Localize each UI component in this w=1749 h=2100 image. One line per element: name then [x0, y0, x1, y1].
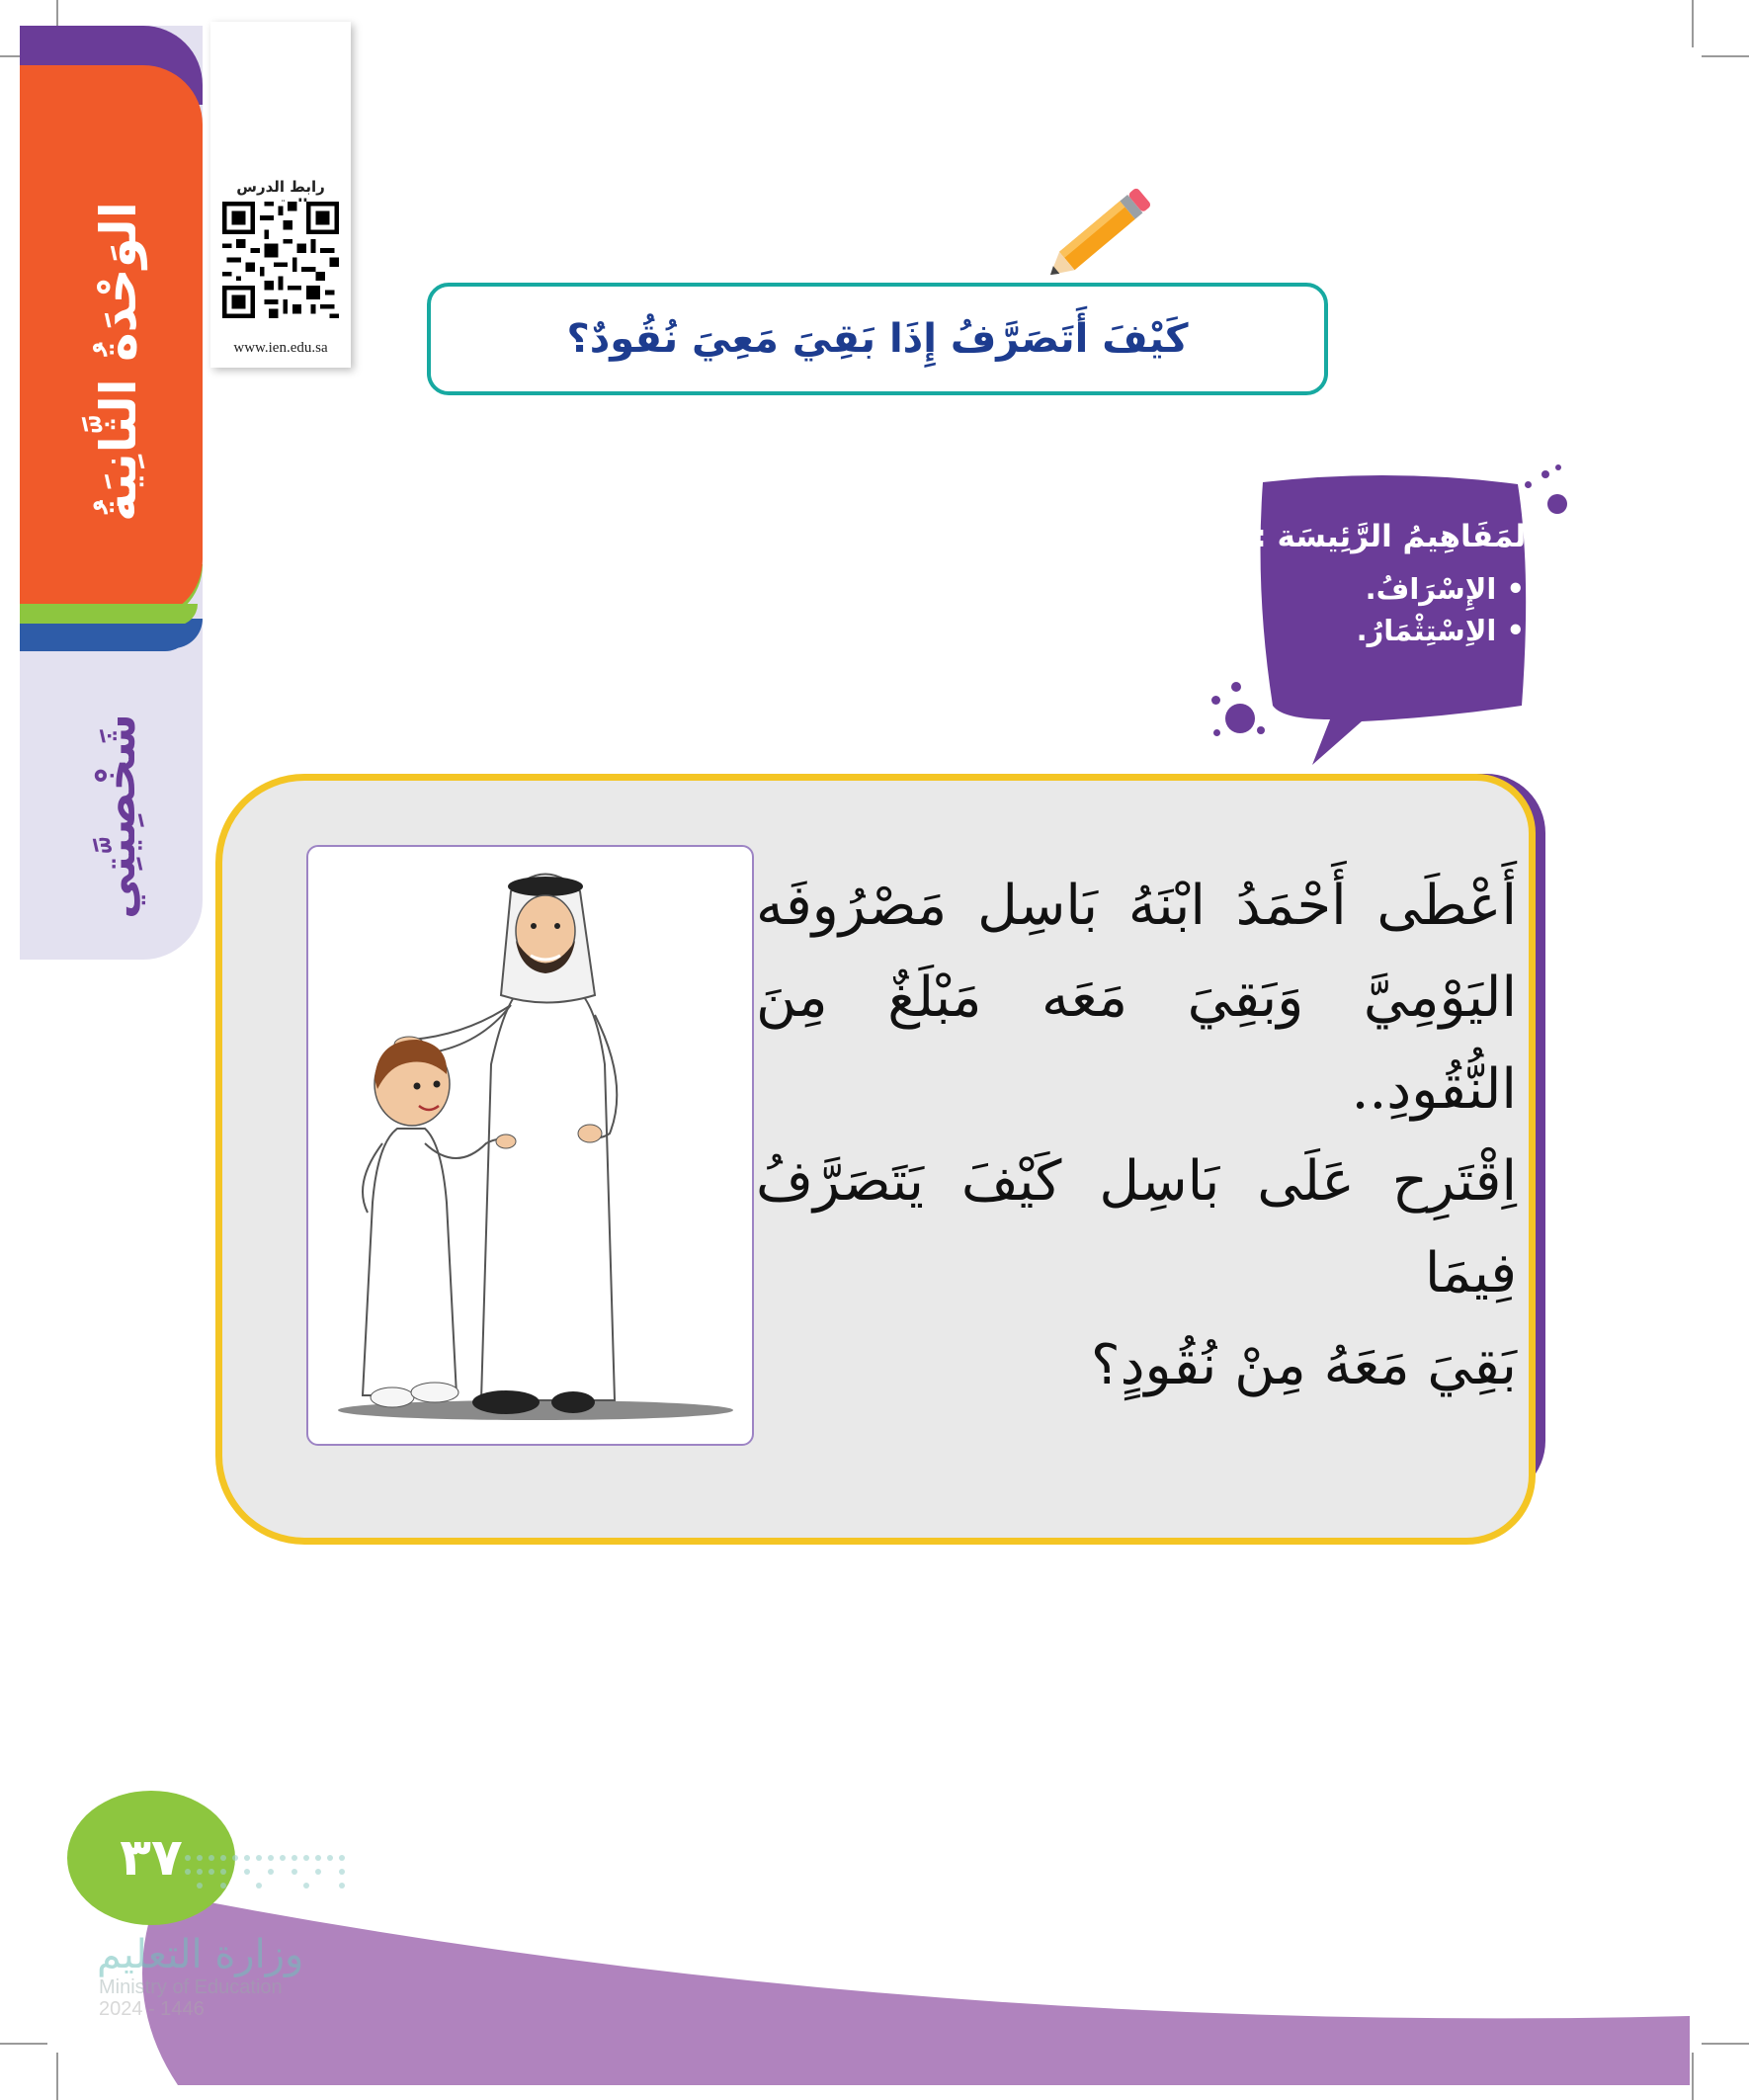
key-concepts — [1240, 519, 1537, 655]
page-number: ٣٧ — [67, 1791, 235, 1925]
key-concept-item: • الاِسْتِثْمَارُ. — [1356, 614, 1525, 647]
unit-side-tab — [20, 26, 203, 960]
digital-lesson-url[interactable]: www.ien.edu.sa — [233, 340, 328, 356]
story-line: اليَوْمِيَّ وَبَقِيَ مَعَه مَبْلَغٌ مِنَ النُّقُودِ.. — [756, 966, 1517, 1122]
unit-subtitle: شَخْصِيَّتِي — [92, 714, 145, 919]
decor-dot — [1555, 464, 1561, 470]
father-son-image — [308, 847, 752, 1444]
story-line: اِقْتَرِح عَلَى بَاسِل كَيْفَ يَتَصَرَّفُ فِيمَا — [756, 1149, 1517, 1305]
digital-lesson-card[interactable] — [210, 22, 351, 368]
lesson-title: كَيْفَ أَتَصَرَّفُ إِذَا بَقِيَ مَعِيَ نُقُودٌ؟ — [566, 316, 1189, 362]
story-text — [756, 860, 1517, 1411]
crop-mark — [1692, 0, 1694, 47]
decor-dot — [1547, 494, 1567, 514]
ministry-logo-dots-icon — [178, 1848, 356, 1907]
unit-title: الوَحْدَةُ الثَّانِيَةُ — [90, 202, 147, 522]
edition-year: 2024 - 1446 — [99, 1998, 205, 2020]
tab-band-green-stripe — [20, 604, 198, 626]
crop-mark — [1702, 55, 1749, 57]
lesson-title-box — [427, 283, 1328, 395]
decor-dot — [1541, 470, 1549, 478]
decor-dot — [1231, 682, 1241, 692]
decor-dot — [1225, 704, 1255, 733]
pencil-icon — [1038, 178, 1161, 292]
decor-dot — [1211, 696, 1220, 705]
father-son-illustration — [306, 845, 754, 1446]
tab-band-blue-stripe — [20, 624, 193, 651]
story-line: بَقِيَ مَعَهُ مِنْ نُقُودٍ؟ — [1090, 1333, 1517, 1397]
decor-dot — [1213, 729, 1220, 736]
decor-dot — [1257, 726, 1265, 734]
ministry-name-en: Ministry of Education — [99, 1976, 283, 1998]
digital-lesson-label: رابط الدرس — [236, 178, 325, 196]
key-concepts-title: المَفَاهِيمُ الرَّئِيسَة : — [1254, 519, 1537, 554]
ministry-name-ar: وزارة التعليم — [97, 1932, 304, 1977]
qr-code-icon[interactable] — [222, 202, 339, 318]
story-line: أَعْطَى أَحْمَدُ ابْنَهُ بَاسِل مَصْرُوفَه — [756, 874, 1517, 938]
decor-dot — [1525, 481, 1532, 488]
key-concept-item: • الإِسْرَافُ. — [1365, 572, 1525, 606]
